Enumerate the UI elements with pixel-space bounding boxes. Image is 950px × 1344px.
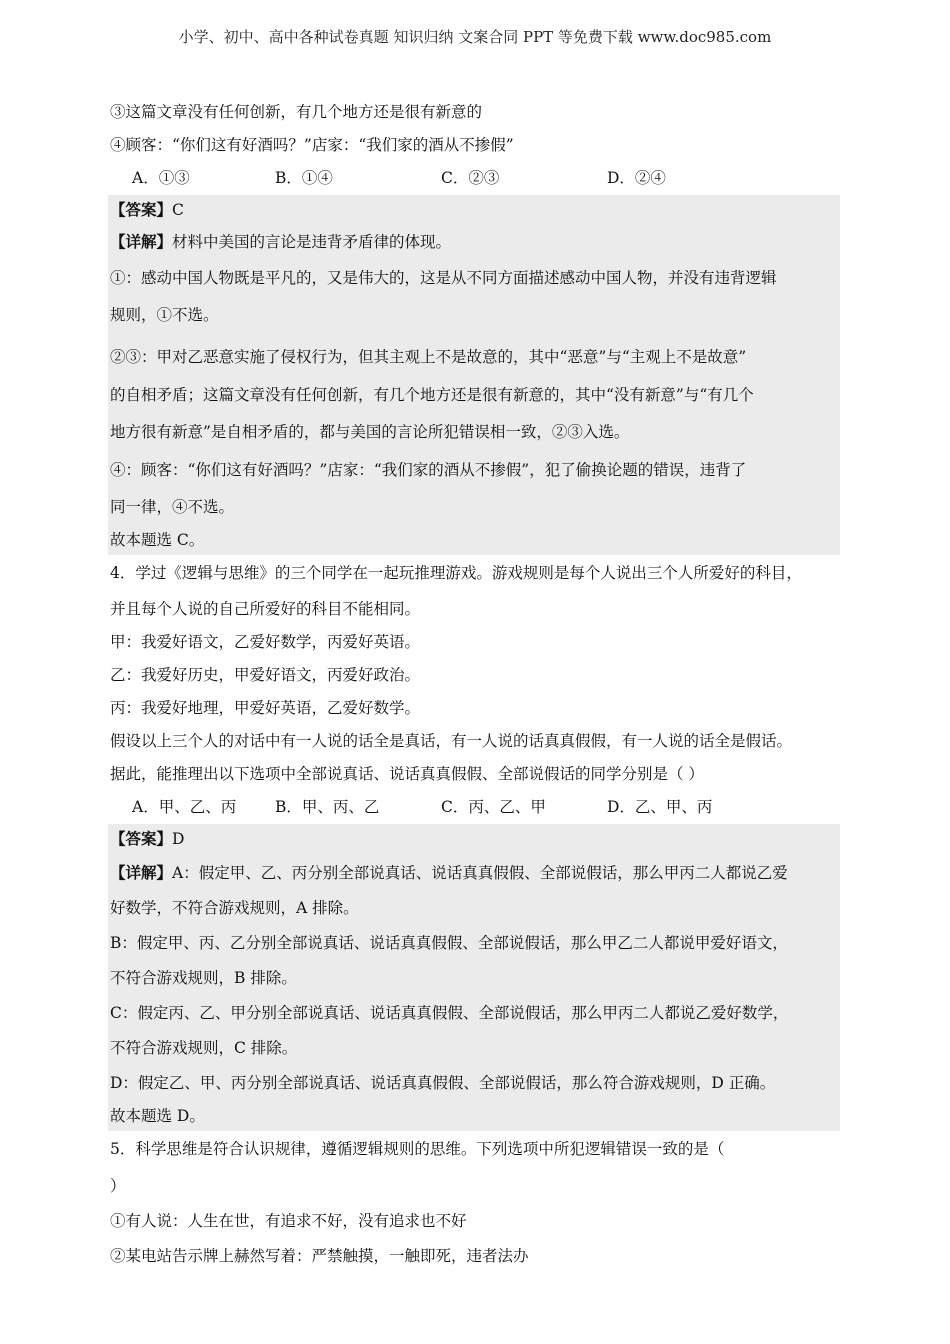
answer-value: C — [172, 201, 184, 219]
q4-explain-line: 不符合游戏规则，B 排除。 — [110, 969, 297, 987]
q3-explain-line: 【详解】材料中美国的言论是违背矛盾律的体现。 — [110, 232, 452, 251]
answer-label: 【答案】 — [110, 829, 173, 848]
q4-stem-line: 丙：我爱好地理，甲爱好英语，乙爱好数学。 — [110, 699, 421, 717]
q3-item-4: ④顾客：“你们这有好酒吗？”店家：“我们家的酒从不掺假” — [110, 136, 514, 154]
q3-explain-line: ④：顾客：“你们这有好酒吗？”店家：“我们家的酒从不掺假”，犯了偷换论题的错误，违背了 — [110, 461, 747, 479]
q4-explain-line: 不符合游戏规则，C 排除。 — [110, 1039, 298, 1057]
q3-option-c: C．②③ — [441, 169, 500, 187]
q5-stem-line: 5．科学思维是符合认识规律，遵循逻辑规则的思维。下列选项中所犯逻辑错误一致的是（ — [110, 1140, 725, 1158]
q4-option-c: C．丙、乙、甲 — [441, 798, 546, 816]
q4-stem-line: 并且每个人说的自己所爱好的科目不能相同。 — [110, 600, 421, 618]
q3-explain-line: 规则，①不选。 — [110, 306, 219, 324]
q3-explain-line: ②③：甲对乙恶意实施了侵权行为，但其主观上不是故意的，其中“恶意”与“主观上不是故意” — [110, 348, 747, 366]
q3-explain-line: 同一律，④不选。 — [110, 498, 235, 516]
q4-options — [110, 791, 850, 824]
q3-explain-line: 故本题选 C。 — [110, 531, 205, 549]
q4-stem-line: 乙：我爱好历史，甲爱好语文，丙爱好政治。 — [110, 666, 421, 684]
q4-option-b: B．甲、丙、乙 — [275, 798, 380, 816]
page-header: 小学、初中、高中各种试卷真题 知识归纳 文案合同 PPT 等免费下载 www.doc985.com — [178, 28, 772, 46]
q4-stem-line: 据此，能推理出以下选项中全部说真话、说话真真假假、全部说假话的同学分别是（ ） — [110, 765, 704, 783]
q4-explain-line: 故本题选 D。 — [110, 1107, 205, 1125]
q5-item-2: ②某电站告示牌上赫然写着：严禁触摸，一触即死，违者法办 — [110, 1247, 529, 1265]
q5-stem-line: ） — [110, 1177, 126, 1195]
q3-option-a: A．①③ — [132, 169, 190, 187]
q4-answer — [110, 824, 840, 854]
explain-label: 【详解】 — [110, 232, 173, 251]
q3-options — [110, 162, 850, 195]
q3-explain-line: 地方很有新意”是自相矛盾的，都与美国的言论所犯错误相一致，②③入选。 — [110, 423, 630, 441]
q4-explain-line: C：假定丙、乙、甲分别全部说真话、说话真真假假、全部说假话，那么甲丙二人都说乙爱好数学， — [110, 1004, 789, 1022]
q3-explain-line: 的自相矛盾；这篇文章没有任何创新，有几个地方还是很有新意的，其中“没有新意”与“有几个 — [110, 386, 754, 404]
q3-item-3: ③这篇文章没有任何创新，有几个地方还是很有新意的 — [110, 103, 483, 121]
answer-value: D — [172, 830, 185, 848]
q4-option-a: A．甲、乙、丙 — [132, 798, 237, 816]
q3-option-b: B．①④ — [275, 169, 333, 187]
q4-option-d: D．乙、甲、丙 — [607, 798, 713, 816]
q4-answer-block — [108, 824, 840, 1131]
q3-option-d: D．②④ — [607, 169, 666, 187]
q4-stem-line: 4．学过《逻辑与思维》的三个同学在一起玩推理游戏。游戏规则是每个人说出三个人所爱好的科目， — [110, 564, 802, 582]
document-body — [110, 96, 850, 1274]
explain-label: 【详解】 — [110, 863, 173, 882]
q5-item-1: ①有人说：人生在世，有追求不好，没有追求也不好 — [110, 1212, 467, 1230]
q4-explain-line: 【详解】A：假定甲、乙、丙分别全部说真话、说话真真假假、全部说假话，那么甲丙二人都说乙爱 — [110, 863, 788, 882]
q3-explain-line: ①：感动中国人物既是平凡的，又是伟大的，这是从不同方面描述感动中国人物，并没有违背逻辑 — [110, 269, 777, 287]
answer-label: 【答案】 — [110, 200, 173, 219]
q4-stem-line: 甲：我爱好语文，乙爱好数学，丙爱好英语。 — [110, 633, 421, 651]
q4-explain-line: B：假定甲、丙、乙分别全部说真话、说话真真假假、全部说假话，那么甲乙二人都说甲爱好语文， — [110, 934, 788, 952]
q3-answer — [110, 195, 840, 225]
q4-explain-line: D：假定乙、甲、丙分别全部说真话、说话真真假假、全部说假话，那么符合游戏规则，D 正确。 — [110, 1074, 776, 1092]
q4-stem-line: 假设以上三个人的对话中有一人说的话全是真话，有一人说的话真真假假，有一人说的话全是假话。 — [110, 732, 793, 750]
q3-answer-block — [108, 195, 840, 555]
q4-explain-line: 好数学，不符合游戏规则，A 排除。 — [110, 899, 359, 917]
